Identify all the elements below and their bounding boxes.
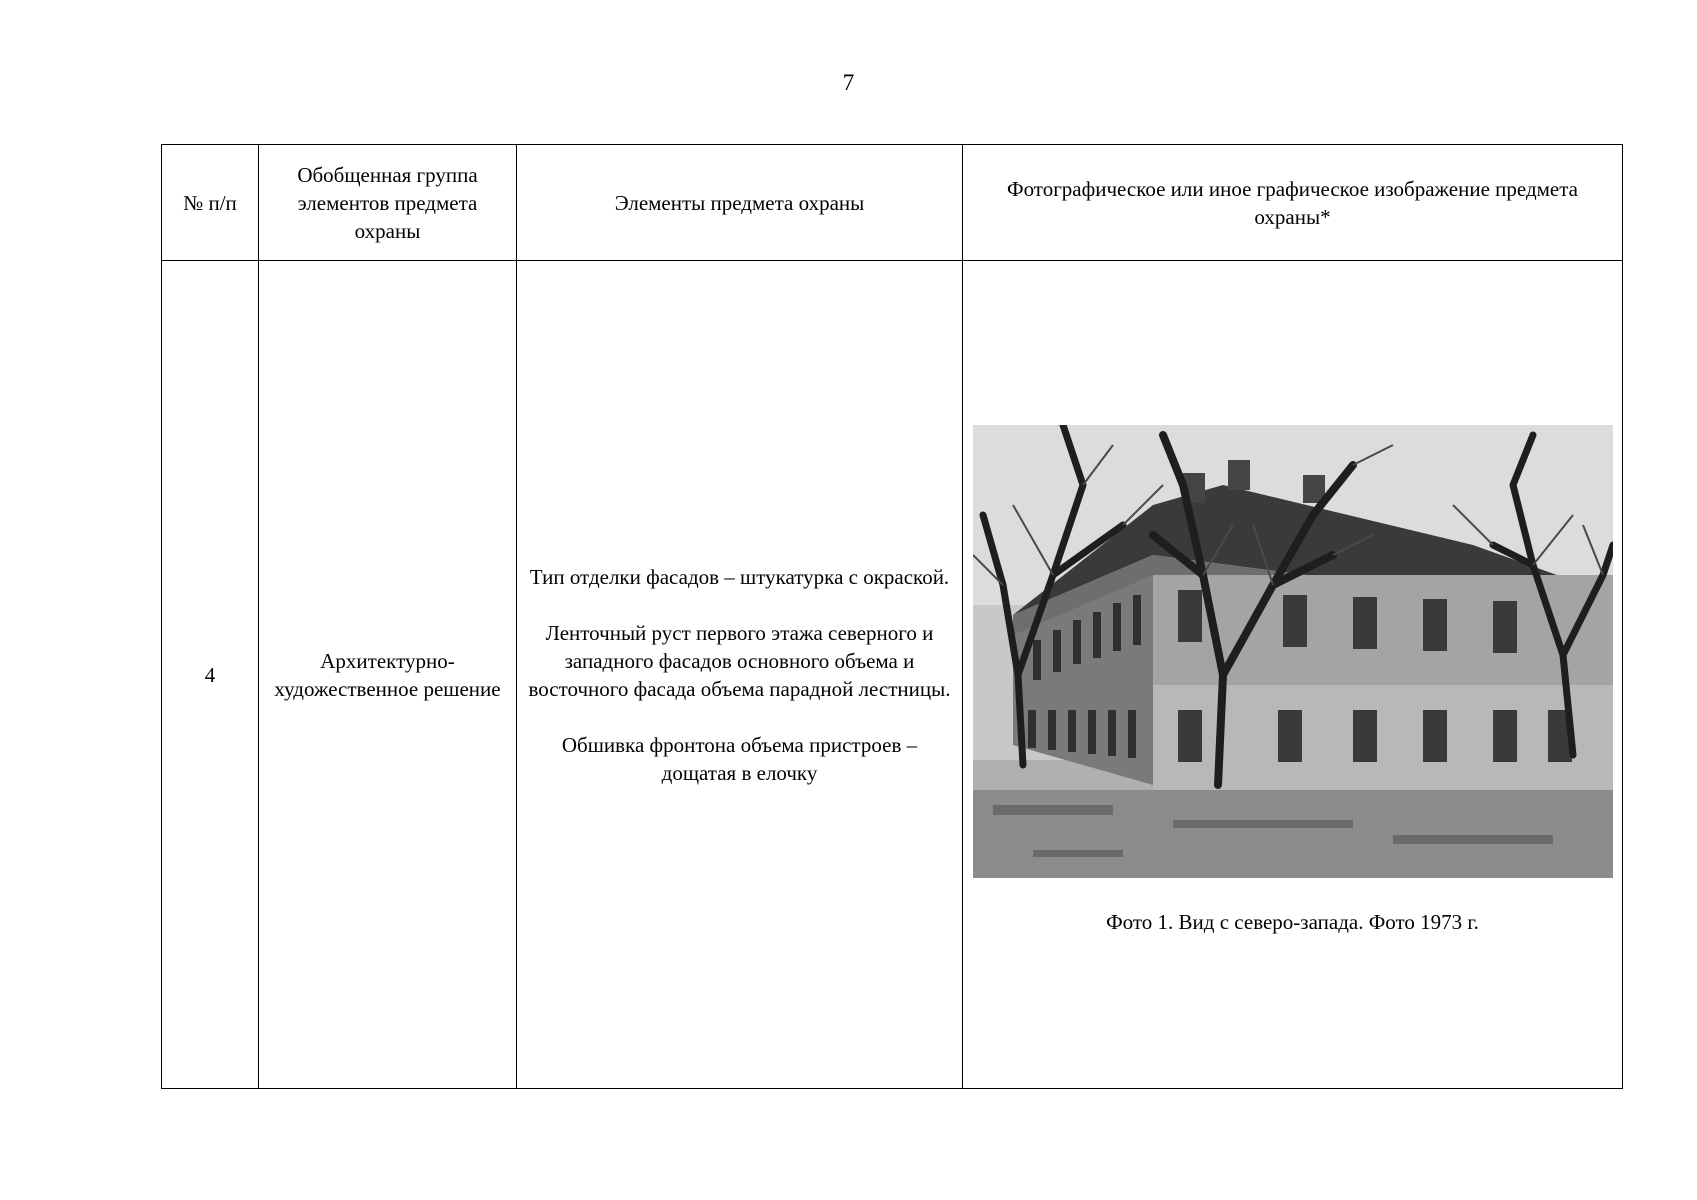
photo-caption: Фото 1. Вид с северо-запада. Фото 1973 г. <box>1106 910 1479 934</box>
header-number: № п/п <box>162 145 259 261</box>
page-number: 7 <box>842 70 855 95</box>
photo-figure <box>973 425 1613 936</box>
table-row <box>162 261 1623 1089</box>
element-paragraph: Ленточный руст первого этажа северного и западного фасадов основного объема и восточного фасада объема парадной лестницы. <box>528 620 951 701</box>
header-photo: Фотографическое или иное графическое изображение предмета охраны* <box>963 145 1623 261</box>
header-group: Обобщенная группа элементов предмета охраны <box>259 145 517 261</box>
row-elements <box>517 261 963 1089</box>
row-photo <box>963 261 1623 1089</box>
header-elements: Элементы предмета охраны <box>517 145 963 261</box>
element-paragraph: Тип отделки фасадов – штукатурка с окраской. <box>529 564 950 589</box>
row-group: Архитектурно-художественное решение <box>259 261 517 1089</box>
building-photo <box>973 425 1613 878</box>
element-paragraph: Обшивка фронтона объема пристроев – дощатая в елочку <box>561 732 918 785</box>
protection-elements-table <box>161 144 1623 1089</box>
row-number: 4 <box>162 261 259 1089</box>
table-header-row <box>162 145 1623 261</box>
